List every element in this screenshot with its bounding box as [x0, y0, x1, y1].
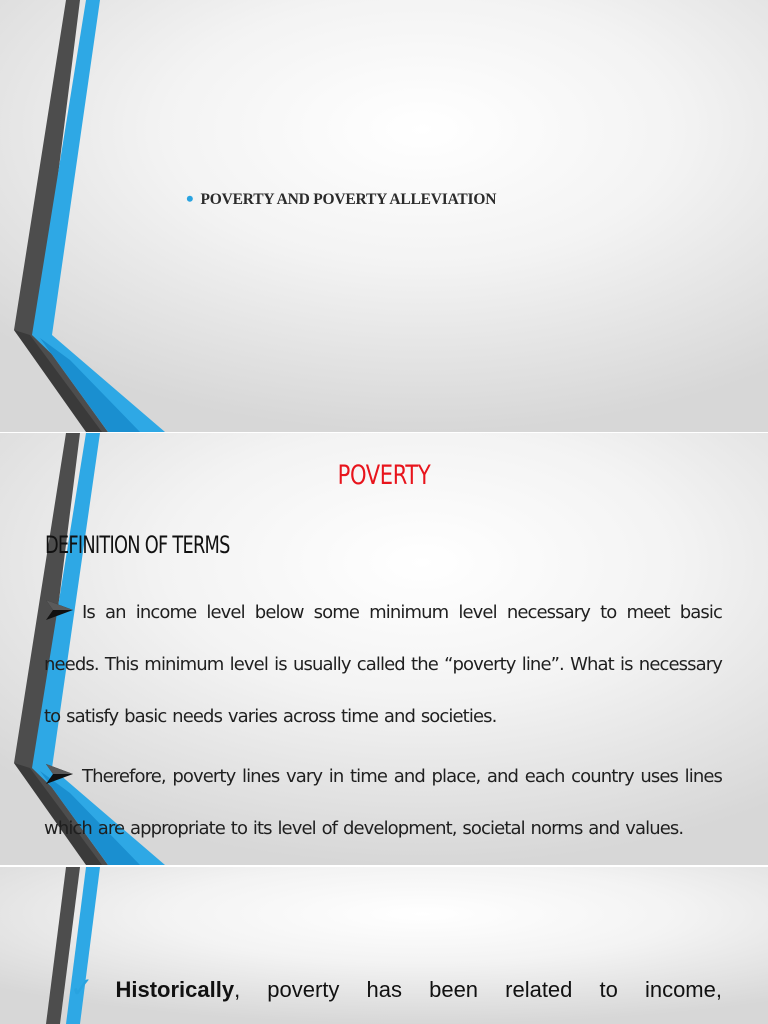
definition-paragraph: Therefore, poverty lines vary in time and place, and each country uses lines which are appropriate to its level of development, societal norms and values. — [44, 751, 722, 855]
section-heading: DEFINITION OF TERMS — [45, 531, 230, 559]
arrow-bullet-icon — [44, 763, 74, 785]
slide-title: POVERTY — [337, 460, 431, 491]
slide-3 — [0, 867, 768, 1024]
definition-paragraph: Is an income level below some minimum level necessary to meet basic needs. This minimum level is usually called the “poverty line”. What is necessary to satisfy basic needs varies across time and societies. — [44, 587, 722, 743]
bullet-dot-icon: • — [186, 186, 194, 211]
slide-1 — [0, 0, 768, 432]
slide-2 — [0, 433, 768, 865]
decorative-stripes — [0, 0, 200, 432]
slide-body-text: ✓Historically, poverty has been related to income, — [70, 971, 722, 1004]
arrow-bullet-icon — [44, 599, 74, 621]
slide-title: • POVERTY AND POVERTY ALLEVIATION — [186, 186, 497, 211]
checkmark-icon: ✓ — [70, 971, 115, 1004]
